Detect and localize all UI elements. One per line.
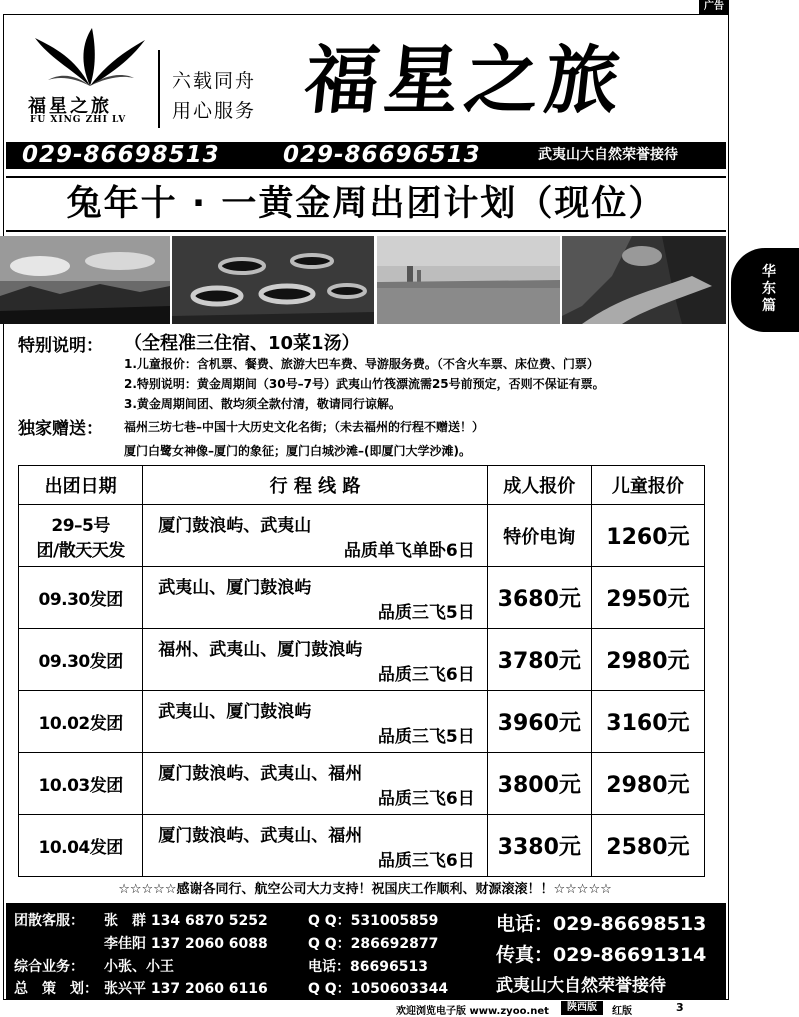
contact-fax: 传真：029-86691314 xyxy=(496,944,707,966)
route-destinations: 厦门鼓浪屿、武夷山、福州 xyxy=(158,763,363,784)
exclusive-gift-line: 福州三坊七巷–中国十大历史文化名街；（未去福州的行程不赠送！） xyxy=(124,420,485,434)
departure-date: 29–5号 团/散天天发 xyxy=(19,505,143,567)
special-note-headline: （全程准三住宿、10菜1汤） xyxy=(124,333,360,354)
adult-price: 3800元 xyxy=(487,753,591,815)
table-header-row xyxy=(19,466,705,505)
child-price: 2950元 xyxy=(591,567,704,629)
route-cell xyxy=(143,567,488,629)
route-destinations: 武夷山、厦门鼓浪屿 xyxy=(158,577,312,598)
table-row xyxy=(19,691,705,753)
phone-number-2: 029-86696513 xyxy=(283,142,481,168)
contact-director: 张兴平 137 2060 6116 xyxy=(104,981,268,997)
river-canyon-photo xyxy=(562,236,726,324)
adult-price: 3680元 xyxy=(487,567,591,629)
slogan-line-2: 用心服务 xyxy=(172,100,257,122)
child-price: 2980元 xyxy=(591,753,704,815)
contact-qq-1: Q Q：531005859 xyxy=(308,913,439,929)
table-row xyxy=(19,505,705,567)
route-cell xyxy=(143,629,488,691)
route-destinations: 武夷山、厦门鼓浪屿 xyxy=(158,701,312,722)
leaf-logo-icon xyxy=(30,28,150,88)
phone-number-1: 029-86698513 xyxy=(22,142,220,168)
route-cell xyxy=(143,815,488,877)
special-note-label: 特别说明： xyxy=(18,336,103,356)
route-quality: 品质三飞5日 xyxy=(377,726,475,747)
departure-date: 10.04发团 xyxy=(19,815,143,877)
contact-person-1: 张 群 134 6870 5252 xyxy=(104,913,268,929)
thanks-banner: ☆☆☆☆☆感谢各同行、航空公司大力支持！祝国庆工作顺利、财源滚滚！！☆☆☆☆☆ xyxy=(118,882,612,897)
header-adult-price: 成人报价 xyxy=(487,466,591,505)
departure-date: 10.03发团 xyxy=(19,753,143,815)
main-title: 兔年十 · 一黄金周出团计划（现位） xyxy=(6,176,726,232)
route-quality: 品质三飞6日 xyxy=(377,664,475,685)
ad-tag: 广告 xyxy=(699,0,729,14)
table-row xyxy=(19,629,705,691)
side-tab-char-3: 篇 xyxy=(762,298,776,314)
footer-edition: 红版 xyxy=(612,1006,632,1017)
route-destinations: 福州、武夷山、厦门鼓浪屿 xyxy=(158,639,363,660)
contact-label-general-business: 综合业务： xyxy=(14,959,84,975)
adult-price: 3380元 xyxy=(487,815,591,877)
phone-bar-slogan: 武夷山大自然荣誉接待 xyxy=(538,147,678,163)
contact-general-names: 小张、小王 xyxy=(104,959,174,975)
child-price: 1260元 xyxy=(591,505,704,567)
child-price: 3160元 xyxy=(591,691,704,753)
route-destinations: 厦门鼓浪屿、武夷山 xyxy=(158,515,312,536)
contact-label-customer-service: 团散客服： xyxy=(14,913,84,929)
slogan-line-1: 六载同舟 xyxy=(172,70,257,92)
contact-slogan: 武夷山大自然荣誉接待 xyxy=(496,976,666,996)
contact-person-2: 李佳阳 137 2060 6088 xyxy=(104,936,268,952)
region-side-tab xyxy=(731,248,799,332)
departure-date: 09.30发团 xyxy=(19,567,143,629)
contact-panel xyxy=(6,903,726,999)
phone-bar xyxy=(6,142,726,169)
side-tab-char-2: 东 xyxy=(762,281,776,297)
contact-qq-3: Q Q：1050603344 xyxy=(308,981,449,997)
exclusive-gift-label: 独家赠送： xyxy=(18,419,103,439)
page-number: 3 xyxy=(676,1001,684,1014)
route-destinations: 厦门鼓浪屿、武夷山、福州 xyxy=(158,825,363,846)
route-quality: 品质三飞5日 xyxy=(377,602,475,623)
child-price: 2980元 xyxy=(591,629,704,691)
table-row xyxy=(19,815,705,877)
header-departure-date: 出团日期 xyxy=(19,466,143,505)
header-route: 行 程 线 路 xyxy=(143,466,488,505)
special-note-line: 1.儿童报价：含机票、餐费、旅游大巴车费、导游服务费。（不含火车票、床位费、门票） xyxy=(124,357,599,371)
departure-date: 10.02发团 xyxy=(19,691,143,753)
mountain-photo xyxy=(0,236,170,324)
departure-date: 09.30发团 xyxy=(19,629,143,691)
route-quality: 品质三飞6日 xyxy=(377,850,475,871)
logo-divider xyxy=(158,50,160,128)
brand-calligraphy-title: 福星之旅 xyxy=(300,38,630,124)
adult-price: 特价电询 xyxy=(487,505,591,567)
contact-label-director: 总 策 划： xyxy=(14,981,98,997)
adult-price: 3960元 xyxy=(487,691,591,753)
route-cell xyxy=(143,691,488,753)
table-row xyxy=(19,753,705,815)
route-quality: 品质三飞6日 xyxy=(377,788,475,809)
contact-general-phone: 电话：86696513 xyxy=(308,959,428,975)
special-note-line: 3.黄金周期间团、散均须全款付清，敬请同行谅解。 xyxy=(124,397,401,411)
route-quality: 品质单飞单卧6日 xyxy=(343,540,475,561)
adult-price: 3780元 xyxy=(487,629,591,691)
side-tab-char-1: 华 xyxy=(762,264,776,280)
tour-schedule-table xyxy=(18,465,705,877)
header-child-price: 儿童报价 xyxy=(591,466,704,505)
footer-website: 欢迎浏览电子版 www.zyoo.net xyxy=(396,1006,549,1017)
table-row xyxy=(19,567,705,629)
tulou-photo xyxy=(172,236,374,324)
logo-chinese: 福星之旅 xyxy=(28,96,112,117)
exclusive-gift-line: 厦门白鹭女神像–厦门的象征；厦门白城沙滩–(即厦门大学沙滩)。 xyxy=(124,444,471,458)
contact-qq-2: Q Q：286692877 xyxy=(308,936,439,952)
footer-edition-badge: 陕西版 xyxy=(561,1001,603,1015)
logo-english: FU XING ZHI LV xyxy=(30,115,127,125)
child-price: 2580元 xyxy=(591,815,704,877)
route-cell xyxy=(143,505,488,567)
contact-telephone: 电话：029-86698513 xyxy=(496,913,707,935)
special-note-line: 2.特别说明：黄金周期间（30号–7号）武夷山竹筏漂流需25号前预定，否则不保证有票。 xyxy=(124,377,605,391)
waterfront-photo xyxy=(377,236,560,324)
route-cell xyxy=(143,753,488,815)
